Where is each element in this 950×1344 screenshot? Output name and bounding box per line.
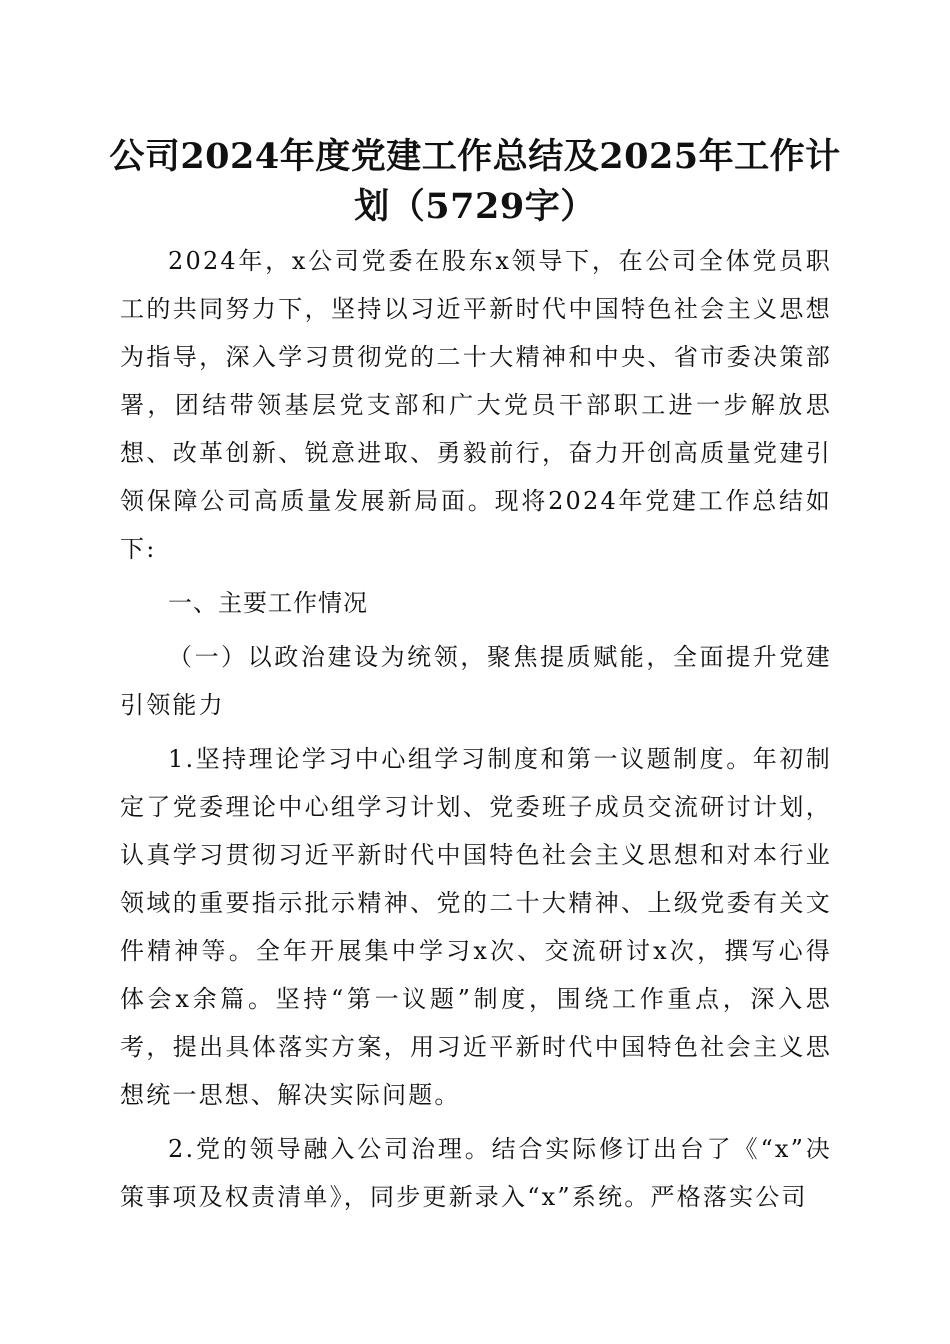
document-body	[120, 237, 832, 1221]
subsection-heading: （一）以政治建设为统领，聚焦提质赋能，全面提升党建引领能力	[120, 643, 832, 719]
item-1-paragraph: 1.坚持理论学习中心组学习制度和第一议题制度。年初制定了党委理论中心组学习计划、党委班子成员交流研讨计划，认真学习贯彻习近平新时代中国特色社会主义思想和对本行业领域的重要指示批示精神、党的二十大精神、上级党委有关文件精神等。全年开展集中学习x次、交流研讨x次，撰写心得体会x余篇。坚持“第一议题”制度，围绕工作重点，深入思考，提出具体落实方案，用习近平新时代中国特色社会主义思想统一思想、解决实际问题。	[120, 745, 832, 1109]
section-heading: 一、主要工作情况	[168, 589, 368, 617]
document-title: 公司2024年度党建工作总结及2025年工作计划（5729字）	[109, 136, 841, 227]
item-2-paragraph: 2.党的领导融入公司治理。结合实际修订出台了《“x”决策事项及权责清单》，同步更新录入“x”系统。严格落实公司	[120, 1135, 832, 1211]
intro-paragraph: 2024年，x公司党委在股东x领导下，在公司全体党员职工的共同努力下，坚持以习近平新时代中国特色社会主义思想为指导，深入学习贯彻党的二十大精神和中央、省市委决策部署，团结带领基层党支部和广大党员干部职工进一步解放思想、改革创新、锐意进取、勇毅前行，奋力开创高质量党建引领保障公司高质量发展新局面。现将2024年党建工作总结如下:	[120, 247, 832, 563]
